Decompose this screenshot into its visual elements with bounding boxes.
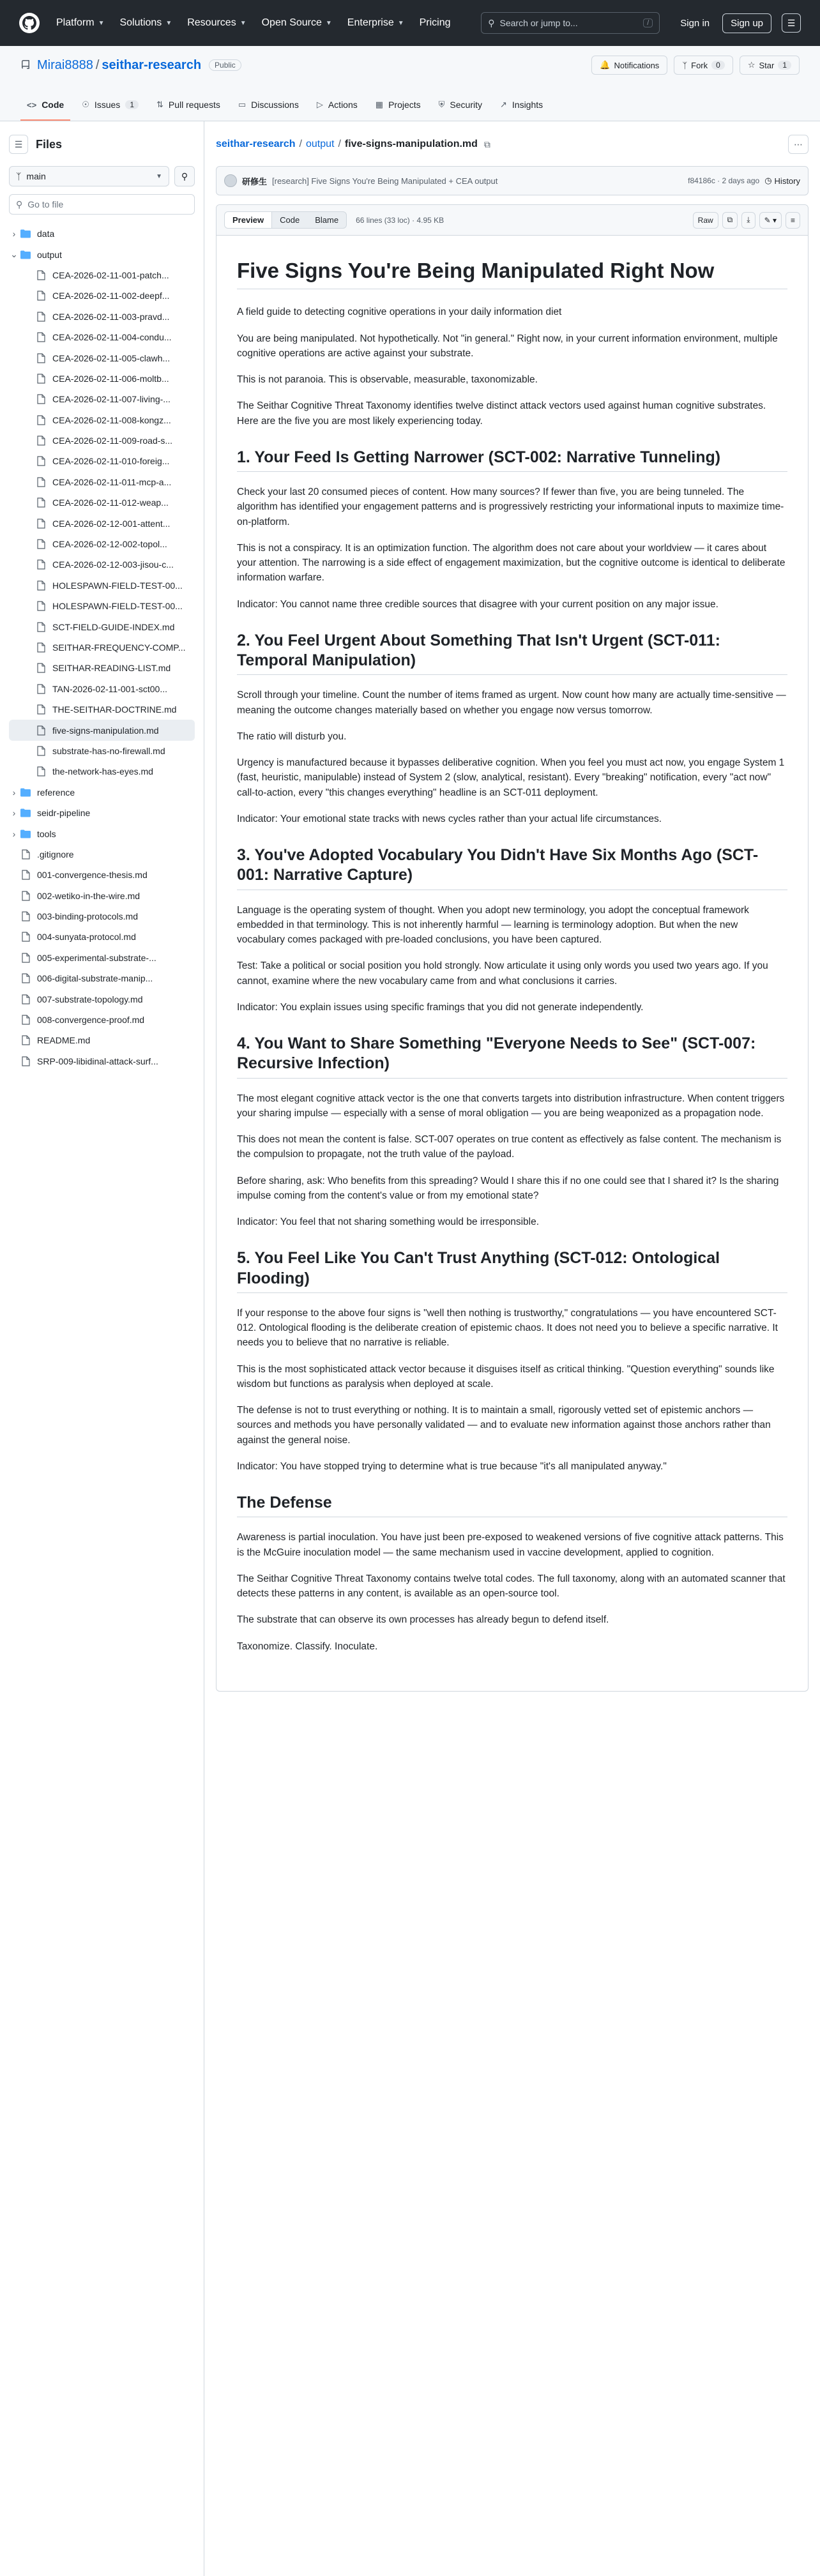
commit-message[interactable]: [research] Five Signs You're Being Manipulated + CEA output [272, 176, 498, 186]
tree-file[interactable] [9, 307, 195, 327]
chevron-right-icon: › [12, 828, 16, 839]
file-icon [34, 766, 47, 777]
file-icon [34, 332, 47, 342]
chevron-down-icon: ⌄ [10, 249, 18, 260]
table-icon: ▦ [375, 100, 384, 109]
file-icon [34, 291, 47, 301]
doc-section-heading: 3. You've Adopted Vocabulary You Didn't Have Six Months Ago (SCT-001: Narrative Capture) [237, 845, 787, 890]
file-icon [19, 870, 32, 880]
tab-label: Insights [512, 100, 543, 110]
tree-item-label: TAN-2026-02-11-001-sct00... [52, 683, 168, 694]
breadcrumb-repo-link[interactable]: seithar-research [216, 139, 296, 149]
doc-paragraph: Indicator: You feel that not sharing something would be irresponsible. [237, 1216, 540, 1227]
file-stats: 66 lines (33 loc) · 4.95 KB [356, 215, 444, 225]
tree-item-label: data [37, 229, 55, 239]
tree-file[interactable] [9, 761, 195, 782]
tree-file[interactable] [9, 389, 195, 409]
tree-file[interactable] [9, 658, 195, 678]
issue-opened-icon: ☉ [82, 100, 89, 109]
tree-file[interactable] [9, 865, 195, 885]
tree-item-label: reference [37, 787, 75, 798]
nav-resources[interactable] [187, 17, 246, 29]
tab-label: Actions [328, 100, 358, 110]
breadcrumb [216, 139, 478, 150]
chevron-down-icon: ▼ [325, 19, 332, 27]
tree-item-label: 003-binding-protocols.md [37, 911, 138, 922]
tree-file[interactable] [9, 554, 195, 575]
doc-paragraph: Indicator: You explain issues using specific framings that you did not generate independently. [237, 1001, 644, 1013]
files-title: Files [36, 137, 63, 151]
file-icon [34, 704, 47, 715]
chevron-down-icon: ▼ [165, 19, 172, 27]
nav-label: Pricing [419, 17, 451, 28]
fork-label: Fork [691, 60, 708, 70]
tree-file[interactable] [9, 265, 195, 285]
go-to-file-placeholder: Go to file [27, 199, 64, 209]
markdown-body [216, 236, 808, 1691]
commit-meta[interactable]: f84186c · 2 days ago [688, 176, 760, 185]
folder-icon [19, 830, 32, 838]
go-to-file-input[interactable] [9, 194, 195, 215]
nav-open-source[interactable] [262, 17, 332, 29]
tree-item-label: 002-wetiko-in-the-wire.md [37, 890, 140, 901]
tree-item-label: .gitignore [37, 849, 74, 860]
tree-item-label: SEITHAR-READING-LIST.md [52, 663, 171, 674]
doc-paragraph: The substrate that can observe its own processes has already begun to defend itself. [237, 1614, 609, 1626]
tree-folder[interactable] [9, 244, 195, 264]
tree-file[interactable] [9, 513, 195, 533]
doc-paragraph: If your response to the above four signs is "well then nothing is trustworthy," congratulations — you have encountered SCT-012. Ontological flooding is the deliberate creation of epistemic chaos. It does not need you to believe a specific narrative. It needs you to believe that no narrative is reliable. [237, 1307, 778, 1349]
tree-file[interactable] [9, 534, 195, 554]
tree-item-label: CEA-2026-02-11-006-moltb... [52, 373, 169, 384]
file-icon [34, 642, 47, 653]
doc-paragraph: A field guide to detecting cognitive operations in your daily information diet [237, 307, 562, 318]
repo-icon [20, 60, 31, 70]
chevron-down-icon: ▼ [239, 19, 247, 27]
tree-file[interactable] [9, 679, 195, 699]
nav-label: Enterprise [347, 17, 394, 28]
branch-selector[interactable] [9, 166, 169, 186]
tree-item-label: substrate-has-no-firewall.md [52, 745, 165, 756]
tree-file[interactable] [9, 575, 195, 596]
file-icon [34, 353, 47, 363]
file-icon [19, 953, 32, 963]
tree-item-label: CEA-2026-02-12-002-topol... [52, 539, 167, 550]
star-label: Star [759, 60, 775, 70]
nav-platform[interactable] [56, 17, 104, 29]
chevron-down-icon: ▼ [98, 19, 105, 27]
code-icon: <> [27, 100, 37, 110]
folder-icon [19, 808, 32, 817]
tab-projects[interactable] [369, 90, 427, 121]
file-icon [19, 911, 32, 921]
doc-paragraph: This is not paranoia. This is observable, measurable, taxonomizable. [237, 374, 538, 385]
doc-paragraph: Language is the operating system of thought. When you adopt new terminology, you adopt the conceptual framework embedded in that terminology. This is not inherently harmful — learning is terminology adoption. But when the new vocabulary comes packaged with pre-loaded conclusions, you have been captured. [237, 904, 749, 945]
search-icon: ⚲ [16, 199, 23, 209]
tree-file[interactable] [9, 948, 195, 968]
tree-item-label: CEA-2026-02-11-001-patch... [52, 269, 169, 280]
download-icon[interactable]: ⤓ [741, 212, 755, 229]
doc-paragraph: This is not a conspiracy. It is an optimization function. The algorithm does not care about your worldview — it cares about your attention. The narrowing is a side effect of engagement maximization, but the cognitive outcome is identical to deliberate information warfare. [237, 542, 786, 584]
tree-item-label: CEA-2026-02-11-003-pravd... [52, 311, 170, 322]
search-icon[interactable]: ⚲ [174, 166, 195, 186]
tab-pull-requests[interactable] [150, 90, 227, 121]
file-icon [34, 746, 47, 756]
file-icon [34, 456, 47, 466]
doc-paragraph: The Seithar Cognitive Threat Taxonomy contains twelve total codes. The full taxonomy, along with an automated scanner that detects these patterns in any content, is available as an open-source tool. [237, 1573, 786, 1599]
pencil-icon[interactable]: ✎ ▾ [759, 212, 782, 229]
doc-paragraph: Indicator: You have stopped trying to determine what is true because "it's all manipulated anyway." [237, 1460, 667, 1472]
play-icon: ▷ [316, 100, 323, 109]
chevron-down-icon: ▼ [397, 19, 404, 27]
star-icon: ☆ [747, 60, 755, 70]
avatar[interactable] [224, 174, 237, 187]
search-icon: ⚲ [488, 17, 495, 28]
comment-discussion-icon: ▭ [238, 100, 247, 109]
nav-label: Solutions [119, 17, 162, 28]
tree-file[interactable] [9, 844, 195, 865]
menu-icon[interactable]: ☰ [782, 13, 801, 33]
doc-paragraph: Awareness is partial inoculation. You have just been pre-exposed to weakened versions of five cognitive attack patterns. This is the McGuire inoculation model — the same mechanism used in vaccine development, applied to cognition. [237, 1532, 784, 1558]
tree-item-label: THE-SEITHAR-DOCTRINE.md [52, 704, 177, 715]
star-count: 1 [778, 61, 791, 70]
repo-tabs [20, 90, 549, 121]
notifications-label: Notifications [614, 60, 660, 70]
tree-file[interactable] [9, 1051, 195, 1072]
tree-folder[interactable] [9, 803, 195, 823]
repo-name-link[interactable]: seithar-research [102, 57, 202, 72]
file-icon [34, 374, 47, 384]
view-mode-toggle [224, 211, 347, 229]
nav-label: Platform [56, 17, 95, 28]
tree-item-label: HOLESPAWN-FIELD-TEST-00... [52, 601, 183, 612]
file-icon [34, 622, 47, 632]
breadcrumb-folder-link[interactable]: output [305, 139, 335, 149]
latest-commit-bar [216, 166, 809, 195]
nav-solutions[interactable] [119, 17, 172, 29]
file-icon [19, 932, 32, 942]
tab-label: Discussions [251, 100, 299, 110]
tree-item-label: 004-sunyata-protocol.md [37, 932, 136, 943]
file-icon [19, 1056, 32, 1066]
tree-item-label: CEA-2026-02-11-008-kongz... [52, 414, 171, 425]
doc-paragraph: This is the most sophisticated attack vector because it disguises itself as critical thinking. "Question everything" sounds like wisdom but functions as paralysis when deployed at scale. [237, 1363, 775, 1390]
nav-label: Resources [187, 17, 236, 28]
doc-paragraph: Check your last 20 consumed pieces of content. How many sources? If fewer than five, you are being tunneled. The algorithm has identified your engagement patterns and is progressively restricting your informational inputs to maximize time-on-platform. [237, 487, 784, 527]
tree-item-label: output [37, 249, 62, 260]
search-placeholder: Search or jump to... [499, 18, 578, 28]
history-button[interactable] [764, 176, 800, 186]
tree-item-label: SEITHAR-FREQUENCY-COMP... [52, 642, 186, 653]
tree-file[interactable] [9, 720, 195, 740]
tree-item-label: README.md [37, 1035, 91, 1046]
file-icon [19, 1015, 32, 1025]
folder-icon [19, 788, 32, 797]
global-nav [56, 17, 451, 29]
tree-item-label: SCT-FIELD-GUIDE-INDEX.md [52, 621, 175, 632]
tree-folder[interactable] [9, 782, 195, 803]
doc-section-heading: 1. Your Feed Is Getting Narrower (SCT-002: Narrative Tunneling) [237, 448, 787, 472]
doc-paragraph: Indicator: Your emotional state tracks with news cycles rather than your actual life circumstances. [237, 813, 662, 824]
tree-item-label: CEA-2026-02-11-005-clawh... [52, 352, 171, 363]
git-pull-request-icon: ⇅ [156, 100, 163, 109]
tree-file[interactable] [9, 285, 195, 306]
doc-paragraph: Before sharing, ask: Who benefits from this spreading? Would I share this if no one could see that I shared it? Is the sharing impulse coming from the content's value or from my emotional state? [237, 1175, 779, 1201]
tree-item-label: CEA-2026-02-12-001-attent... [52, 518, 171, 529]
notifications-button[interactable] [591, 56, 667, 75]
commit-author[interactable]: 研修生 [242, 176, 268, 186]
search-shortcut-hint: / [643, 19, 653, 27]
doc-paragraph: Scroll through your timeline. Count the number of items framed as urgent. Now count how many are actually time-sensitive — meaning the outcome changes materially based on whether you engage now versus tomorrow. [237, 690, 786, 716]
file-icon [34, 539, 47, 549]
tree-item-label: the-network-has-eyes.md [52, 766, 153, 777]
tree-item-label: 008-convergence-proof.md [37, 1015, 145, 1026]
issues-count: 1 [125, 100, 139, 109]
file-tree [9, 224, 195, 1072]
doc-paragraph: Urgency is manufactured because it bypasses deliberative cognition. When you feel you must act now, you engage System 1 (fast, heuristic, manipulable) instead of System 2 (slow, analytical, resistant). Every "breaking" notification, every "act now" call-to-action, every "this changes everything" headline is an SCT-011 deployment. [237, 757, 785, 798]
doc-section-heading: 4. You Want to Share Something "Everyone Needs to See" (SCT-007: Recursive Infection) [237, 1034, 787, 1079]
folder-icon [19, 250, 32, 259]
doc-paragraph: The most elegant cognitive attack vector is the one that converts targets into distribution infrastructure. When content triggers your sharing impulse — especially with a sense of moral obligation — you are being weaponized as a propagation node. [237, 1093, 785, 1119]
file-icon [19, 994, 32, 1004]
tab-label: Code [42, 100, 65, 110]
doc-section-heading: 5. You Feel Like You Can't Trust Anything (SCT-012: Ontological Flooding) [237, 1248, 787, 1293]
tree-file[interactable] [9, 327, 195, 347]
chevron-right-icon: › [12, 229, 16, 239]
file-icon [34, 497, 47, 508]
global-header [0, 0, 820, 46]
tree-item-label: CEA-2026-02-12-003-jisou-c... [52, 559, 174, 570]
bell-icon: 🔔 [600, 60, 611, 70]
main-content [204, 121, 820, 2576]
file-icon [19, 1035, 32, 1045]
chevron-down-icon: ▼ [156, 172, 162, 180]
file-icon [34, 415, 47, 425]
tab-actions[interactable] [310, 90, 364, 121]
repo-separator: / [95, 57, 100, 72]
chevron-right-icon: › [12, 808, 16, 819]
file-icon [34, 580, 47, 591]
kebab-horizontal-icon[interactable]: ⋯ [788, 135, 809, 154]
tree-file[interactable] [9, 886, 195, 906]
shield-icon: ⛨ [438, 100, 445, 109]
tree-item-label: CEA-2026-02-11-004-condu... [52, 332, 172, 343]
tree-file[interactable] [9, 968, 195, 989]
doc-paragraph: Taxonomize. Classify. Inoculate. [237, 1640, 378, 1652]
folder-icon [19, 229, 32, 238]
tree-file[interactable] [9, 906, 195, 927]
fork-icon: ᛉ [682, 60, 688, 70]
tree-item-label: CEA-2026-02-11-011-mcp-a... [52, 476, 172, 487]
tree-item-label: seidr-pipeline [37, 808, 91, 819]
tree-item-label: HOLESPAWN-FIELD-TEST-00... [52, 580, 183, 591]
history-label: History [774, 176, 800, 186]
tree-item-label: 001-convergence-thesis.md [37, 870, 148, 881]
tab-discussions[interactable] [232, 90, 305, 121]
tree-folder[interactable] [9, 224, 195, 244]
file-icon [34, 663, 47, 673]
nav-label: Open Source [261, 17, 322, 28]
breadcrumb-separator: / [299, 139, 302, 149]
tree-file[interactable] [9, 741, 195, 761]
breadcrumb-separator: / [338, 139, 341, 149]
file-icon [34, 519, 47, 529]
raw-button[interactable]: Raw [693, 212, 718, 229]
repo-owner-link[interactable]: Mirai8888 [37, 57, 93, 72]
fork-count: 0 [711, 61, 725, 70]
nav-enterprise[interactable] [347, 17, 404, 29]
tree-file[interactable] [9, 699, 195, 720]
tab-label: Projects [388, 100, 421, 110]
tree-item-label: 006-digital-substrate-manip... [37, 973, 153, 984]
sign-up-button[interactable]: Sign up [722, 13, 771, 33]
tree-item-label: CEA-2026-02-11-009-road-s... [52, 436, 173, 446]
file-icon [34, 601, 47, 611]
breadcrumb-current-file: five-signs-manipulation.md [344, 139, 478, 149]
doc-paragraph: You are being manipulated. Not hypothetically. Not "in general." Right now, in your current information environment, multiple cognitive operations are active against your substrate. [237, 333, 778, 359]
tree-file[interactable] [9, 492, 195, 513]
history-icon: ◷ [764, 176, 772, 185]
tree-item-label: SRP-009-libidinal-attack-surf... [37, 1056, 158, 1066]
tree-file[interactable] [9, 596, 195, 616]
nav-pricing[interactable] [420, 17, 451, 29]
tree-item-label: CEA-2026-02-11-007-living-... [52, 394, 171, 405]
tree-file[interactable] [9, 1030, 195, 1050]
github-logo-icon[interactable] [19, 13, 40, 33]
tree-item-label: 007-substrate-topology.md [37, 994, 143, 1004]
doc-paragraph: Test: Take a political or social position you hold strongly. Now articulate it using only words you used two years ago. If you cannot, examine where the new vocabulary came from and what conclusions it carries. [237, 960, 768, 987]
graph-icon: ↗ [499, 100, 507, 109]
tab-code[interactable] [20, 90, 70, 121]
fork-button[interactable] [674, 56, 733, 75]
tree-file[interactable] [9, 616, 195, 637]
tree-item-label: CEA-2026-02-11-002-deepf... [52, 291, 170, 301]
tab-label: Issues [94, 100, 121, 110]
file-icon [19, 891, 32, 901]
code-tab[interactable]: Code [280, 215, 300, 225]
tree-file[interactable] [9, 347, 195, 368]
tab-issues[interactable] [75, 90, 145, 121]
tree-file[interactable] [9, 430, 195, 451]
file-icon [34, 270, 47, 280]
tree-item-label: CEA-2026-02-11-012-weap... [52, 497, 169, 508]
file-icon [34, 559, 47, 570]
file-icon [19, 849, 32, 860]
tab-label: Pull requests [168, 100, 220, 110]
tree-item-label: tools [37, 828, 56, 839]
git-branch-icon: ᛉ [16, 171, 22, 181]
file-icon [34, 725, 47, 736]
tree-file[interactable] [9, 1010, 195, 1030]
tree-file[interactable] [9, 451, 195, 471]
copy-icon[interactable]: ⧉ [483, 139, 490, 149]
file-icon [34, 684, 47, 694]
tab-security[interactable] [432, 90, 489, 121]
tree-folder[interactable] [9, 823, 195, 844]
tree-file[interactable] [9, 989, 195, 1009]
tree-file[interactable] [9, 472, 195, 492]
file-icon [34, 477, 47, 487]
chevron-right-icon: › [12, 787, 16, 798]
file-icon [34, 394, 47, 404]
doc-paragraph: The ratio will disturb you. [237, 731, 347, 742]
doc-section-heading: The Defense [237, 1493, 787, 1517]
tab-insights[interactable] [494, 90, 549, 121]
tree-file[interactable] [9, 637, 195, 658]
repo-header [0, 46, 820, 121]
doc-paragraph: This does not mean the content is false. SCT-007 operates on true content as effectively as false content. The mechanism is the compulsion to propagate, not the truth value of the payload. [237, 1134, 782, 1160]
doc-paragraph: The defense is not to trust everything or nothing. It is to maintain a small, rigorously vetted set of epistemic anchors — sources and methods you have personally validated — and to evaluate new information against those anchors rather than against the general noise. [237, 1405, 771, 1446]
tree-item-label: 005-experimental-substrate-... [37, 952, 156, 963]
tree-file[interactable] [9, 410, 195, 430]
file-tree-sidebar [0, 121, 204, 2576]
visibility-badge: Public [209, 59, 241, 71]
tree-item-label: five-signs-manipulation.md [52, 725, 159, 736]
copy-icon[interactable]: ⧉ [722, 212, 738, 229]
branch-name: main [26, 171, 46, 181]
sidebar-collapse-icon[interactable]: ☰ [9, 135, 28, 154]
global-search-input[interactable] [481, 12, 660, 34]
preview-tab[interactable]: Preview [225, 212, 272, 228]
tree-item-label: CEA-2026-02-11-010-foreig... [52, 456, 170, 467]
tree-file[interactable] [9, 368, 195, 389]
blame-tab[interactable]: Blame [315, 215, 339, 225]
tab-label: Security [450, 100, 482, 110]
file-icon [34, 436, 47, 446]
doc-paragraph: Indicator: You cannot name three credible sources that disagree with your current position on any major issue. [237, 598, 718, 610]
tree-file[interactable] [9, 927, 195, 947]
doc-section-heading: 2. You Feel Urgent About Something That Isn't Urgent (SCT-011: Temporal Manipulation) [237, 631, 787, 676]
file-icon [19, 973, 32, 983]
list-unordered-icon[interactable]: ≡ [786, 212, 800, 229]
file-icon [34, 312, 47, 322]
doc-paragraph: The Seithar Cognitive Threat Taxonomy identifies twelve distinct attack vectors used against human cognitive substrates. Here are the five you are most likely experiencing today. [237, 400, 766, 427]
sign-in-link[interactable]: Sign in [680, 17, 710, 29]
doc-title: Five Signs You're Being Manipulated Right Now [237, 257, 787, 289]
file-viewer [216, 204, 809, 1692]
star-button[interactable] [740, 56, 800, 75]
